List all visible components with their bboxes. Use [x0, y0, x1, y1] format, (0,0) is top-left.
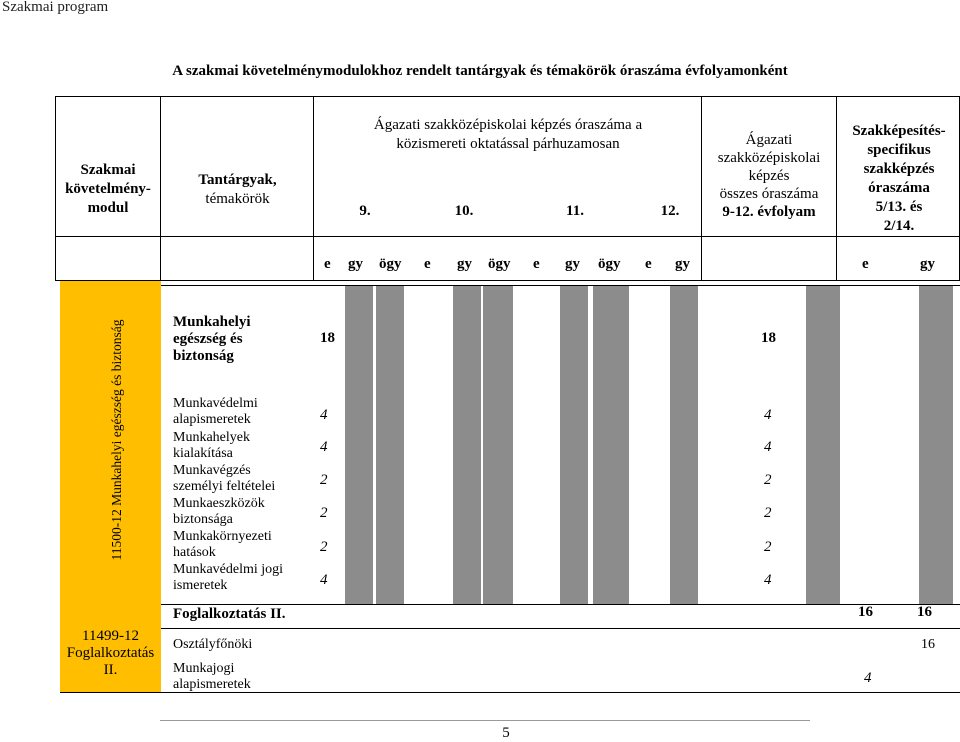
subheader-ogy: ögy: [379, 256, 402, 272]
grey-column: [593, 285, 629, 605]
topic-row: Osztályfőnöki: [173, 637, 253, 652]
app-title: Szakmai program: [2, 0, 109, 15]
header-subjects: Tantárgyak, témakörök: [198, 172, 277, 207]
header-year-9: 9.: [359, 203, 371, 219]
topic-row: Munkavédelmi alapismeretek: [173, 396, 258, 427]
header-total: Ágazati szakközépiskolai képzés összes óraszáma 9-12. évfolyam: [717, 132, 821, 220]
header-module: Szakmai követelmény- modul: [65, 162, 151, 216]
grey-column: [560, 285, 588, 605]
topic-total: 2: [764, 472, 772, 488]
subject-specific-e: 16: [917, 604, 932, 620]
subheader-e: e: [533, 256, 540, 272]
topic-e-value: 2: [320, 539, 328, 555]
topic-e-value: 4: [320, 572, 328, 588]
topic-e-value: 2: [320, 472, 328, 488]
topic-total: 4: [764, 439, 772, 455]
topic-row: Munkavégzés személyi feltételei: [173, 463, 276, 494]
subheader-gy: gy: [348, 256, 363, 272]
topic-row: Munkavédelmi jogi ismeretek: [173, 562, 284, 593]
subject-munkahelyi: Munkahelyi egészség és biztonság: [173, 314, 251, 364]
topic-specific-e: 16: [921, 637, 935, 652]
subheader-e: e: [862, 256, 869, 272]
subject-total: 18: [761, 330, 776, 346]
topic-row: Munkaeszközök biztonsága: [173, 496, 265, 527]
subheader-ogy: ögy: [598, 256, 621, 272]
topic-total: 4: [764, 407, 772, 423]
subject-foglalkoztatas: Foglalkoztatás II.: [173, 606, 286, 622]
grey-column: [919, 285, 953, 605]
topic-total: 4: [864, 670, 872, 686]
header-year-12: 12.: [660, 203, 680, 219]
module-code-11499: 11499-12 Foglalkoztatás II.: [66, 628, 155, 678]
header-year-10: 10.: [454, 203, 474, 219]
grey-column: [376, 285, 404, 605]
subheader-gy: gy: [565, 256, 580, 272]
subheader-e: e: [424, 256, 431, 272]
subheader-gy: gy: [920, 256, 935, 272]
grey-column: [453, 285, 481, 605]
module-code-11500: 11500-12 Munkahelyi egészség és biztonság: [109, 319, 124, 561]
grey-column: [483, 285, 513, 605]
topic-total: 4: [764, 572, 772, 588]
grey-column: [345, 285, 373, 605]
header-specific: Szakképesítés- specifikus szakképzés óraszáma 5/13. és 2/14.: [852, 123, 946, 234]
subject-total: 16: [858, 604, 873, 620]
topic-row: Munkajogi alapismeretek: [173, 661, 251, 692]
subheader-e: e: [645, 256, 652, 272]
page-number: 5: [502, 725, 510, 741]
topic-row: Munkahelyek kialakítása: [173, 430, 250, 461]
topic-row: Munkakörnyezeti hatások: [173, 529, 272, 560]
subheader-e: e: [324, 256, 331, 272]
document-title: A szakmai követelménymodulokhoz rendelt tantárgyak és témakörök óraszáma évfolyamonként: [172, 63, 788, 79]
topic-total: 2: [764, 539, 772, 555]
grey-column: [670, 285, 698, 605]
header-year-11: 11.: [566, 203, 584, 219]
header-sector-title: Ágazati szakközépiskolai képzés óraszáma a közismereti oktatással párhuzamosan: [373, 117, 643, 152]
topic-e-value: 4: [320, 407, 328, 423]
topic-total: 2: [764, 505, 772, 521]
subheader-gy: gy: [457, 256, 472, 272]
subject-e-value: 18: [320, 330, 335, 346]
subheader-gy: gy: [675, 256, 690, 272]
topic-e-value: 4: [320, 439, 328, 455]
topic-e-value: 2: [320, 505, 328, 521]
subheader-ogy: ögy: [488, 256, 511, 272]
grey-column: [806, 285, 840, 605]
